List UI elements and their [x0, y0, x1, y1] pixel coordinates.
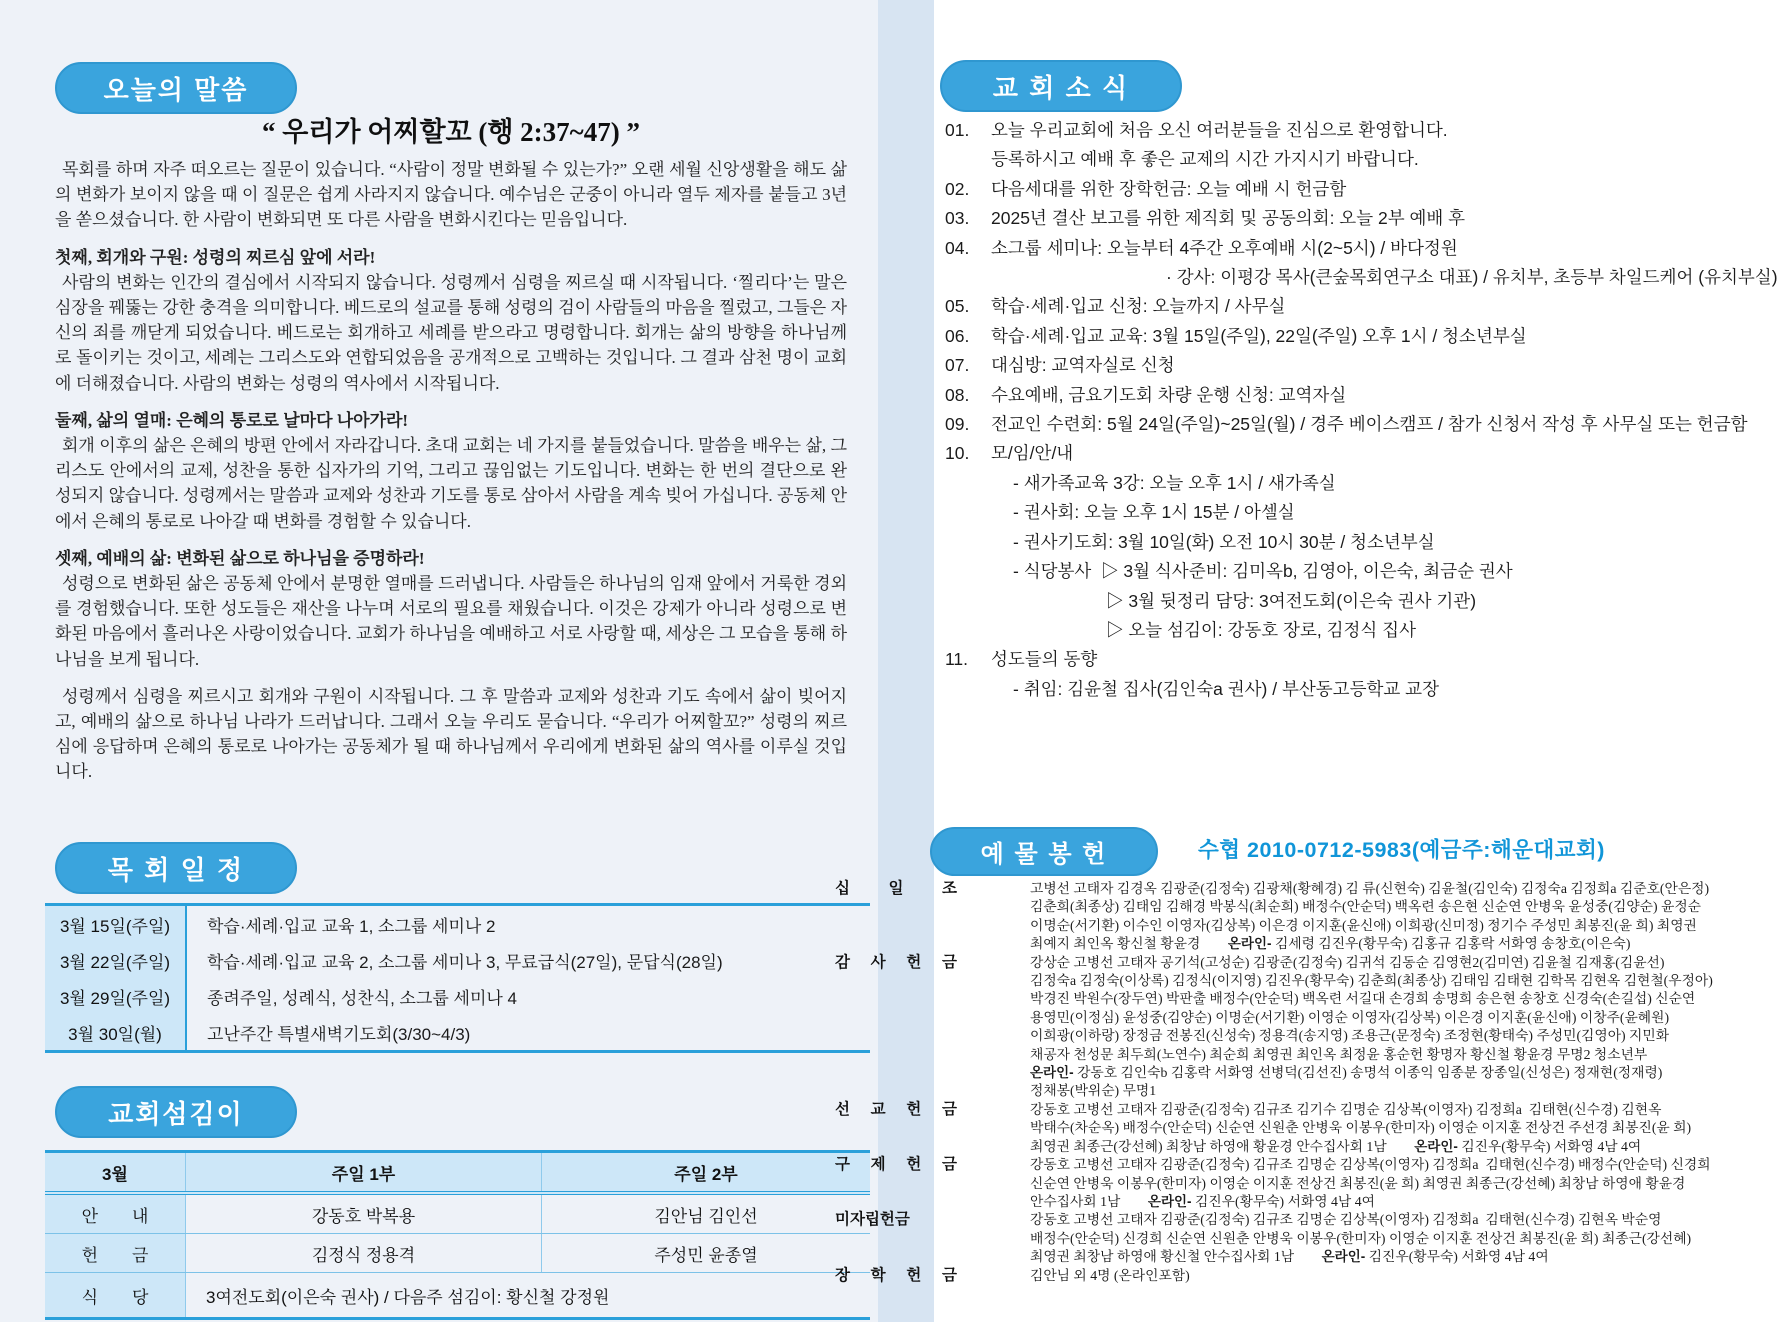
- news-item-lines: [991, 292, 1757, 321]
- news-item-number: 09.: [945, 414, 970, 435]
- offering-lists: [835, 880, 1777, 1285]
- offering-name-lines: [1030, 880, 1777, 954]
- table-row: [45, 1273, 870, 1317]
- row-label: 헌 금: [45, 1234, 186, 1272]
- news-item-number: 02.: [945, 178, 970, 199]
- offering-names-line: 최영권 최창남 하영애 황신철 안수집사회 1남 온라인- 김진우(황무숙) 서화영 4남 4여: [1030, 1249, 1549, 1265]
- news-line: 소그룹 세미나: 오늘부터 4주간 오후예배 시(2~5시) / 바다정원: [991, 237, 1458, 258]
- news-line: - 권사회: 오늘 오후 1시 15분 / 아셀실: [1013, 502, 1295, 523]
- news-line: 학습·세례·입교 신청: 오늘까지 / 사무실: [991, 296, 1286, 317]
- offering-category-label: 미자립헌금: [835, 1211, 910, 1229]
- news-line: 다음세대를 위한 장학헌금: 오늘 예배 시 헌금함: [991, 178, 1347, 199]
- offering-names-line: 강상순 고병선 고태자 공기석(고성순) 김광준(김정숙) 김귀석 김동순 김영현2(김미연) 김윤철 김재홍(김윤선): [1030, 954, 1665, 970]
- offering-names-line: 박경진 박원수(장두연) 박판출 배정수(안순덕) 백옥련 서길대 손경희 송명희 송은현 송창호 신경숙(손길섭) 신순연: [1030, 991, 1696, 1007]
- offering-names-line: 최영권 최종근(강선혜) 최창남 하영애 황윤경 안수집사회 1남 온라인- 김진우(황무숙) 서화영 4남 4여: [1030, 1138, 1642, 1154]
- news-item-lines: [991, 175, 1757, 204]
- church-news-list: [945, 116, 1778, 704]
- news-line: 2025년 결산 보고를 위한 제직회 및 공동의회: 오늘 2부 예배 후: [991, 208, 1466, 229]
- offering-names-line: 박태수(차순옥) 배정수(안순덕) 신순연 신원춘 안병욱 이봉우(한미자) 이영순 이지훈 전상건 주선경 최봉진(윤 희): [1030, 1120, 1692, 1136]
- offering-names-line: 김춘희(최종상) 김태임 김해경 박봉식(최순희) 배정수(안순덕) 백옥련 송은현 신순연 안병욱 윤성중(김양순) 윤정순: [1030, 899, 1701, 915]
- row-label: 안 내: [45, 1195, 186, 1233]
- offering-names-line: 최예지 최인옥 황신철 황윤경 온라인- 김세령 김진우(황무숙) 김홍규 김홍락 서화영 송창호(이은숙): [1030, 936, 1631, 952]
- news-line: · 강사: 이평강 목사(큰숲목회연구소 대표) / 유치부, 초등부 차일드케어 (유치부실): [1166, 267, 1778, 288]
- offering-names-line: 강동호 고병선 고태자 김광준(김정숙) 김규조 김명순 김상복(이영자) 김정희a 김태현(신수경) 김현옥 박순영: [1030, 1212, 1662, 1228]
- news-line: 등록하시고 예배 후 좋은 교제의 시간 가지시기 바랍니다.: [991, 149, 1419, 170]
- offering-names-line: 이희광(이하랑) 장정금 전봉진(신성숙) 정용격(송지영) 조용근(문정숙) 조정현(황태숙) 주성민(김영아) 지민화: [1030, 1028, 1670, 1044]
- offering-category-label: 장 학 헌 금: [835, 1266, 957, 1284]
- offering-names-line: 신순연 안병욱 이봉우(한미자) 이영순 이지훈 전상건 최봉진(윤 희) 최영권 최종근(강선혜) 최창남 하영애 황윤경: [1030, 1175, 1686, 1191]
- offering-group: [835, 1156, 1777, 1211]
- offering-group: [835, 954, 1777, 1101]
- news-line: 성도들의 동향: [991, 649, 1098, 670]
- sermon-paragraph: [55, 684, 847, 785]
- schedule-desc-cell: 고난주간 특별새벽기도회(3/30~4/3): [207, 1024, 471, 1044]
- sermon-paragraph: [55, 245, 847, 396]
- dining-duty-text: 3여전도회(이은숙 권사) / 다음주 섬김이: 황신철 강정원: [206, 1287, 610, 1307]
- offering-category-label: 감 사 헌 금: [835, 953, 957, 971]
- section-title-church-servants: 교회섬김이: [55, 1086, 297, 1138]
- offering-group: [835, 1101, 1777, 1156]
- sermon-point-heading: 첫째, 회개와 구원: 성령의 찌르심 앞에 서라!: [55, 247, 376, 267]
- news-line: - 권사기도회: 3월 10일(화) 오전 10시 30분 / 청소년부실: [1013, 531, 1435, 552]
- news-line: ▷ 오늘 섬김이: 강동호 장로, 김정식 집사: [1106, 619, 1416, 640]
- news-item-lines: [991, 381, 1757, 410]
- news-line: 수요예배, 금요기도회 차량 운행 신청: 교역자실: [991, 384, 1347, 405]
- news-line: - 새가족교육 3강: 오늘 오후 1시 / 새가족실: [1013, 472, 1336, 493]
- news-item: [945, 175, 1757, 204]
- news-item-number: 04.: [945, 237, 970, 258]
- header-service-2: 주일 2부: [674, 1164, 738, 1184]
- offering-group: [835, 880, 1777, 954]
- servants-names: 강동호 박복용: [186, 1195, 542, 1233]
- offering-category-label: 십 일 조: [835, 880, 957, 897]
- servants-names: 주성민 윤종열: [654, 1245, 758, 1265]
- table-row: [45, 1195, 870, 1234]
- news-item-lines: [991, 234, 1778, 293]
- offering-names-line: 이명순(서기환) 이수인 이영자(김상복) 이은경 이지훈(윤신애) 이희광(신미정) 정기수 주성민 최봉진(윤 희) 최영권: [1030, 917, 1697, 933]
- schedule-date-cell: 3월 22일(주일): [45, 942, 187, 978]
- schedule-date-cell: 3월 15일(주일): [45, 906, 187, 942]
- offering-names-line: 강동호 고병선 고태자 김광준(김정숙) 김규조 김기수 김명순 김상복(이영자) 김정희a 김태현(신수경) 김현옥: [1030, 1101, 1662, 1117]
- table-header-row: [45, 1153, 870, 1195]
- offering-names-line: 김안님 외 4명 (온라인포함): [1030, 1267, 1190, 1283]
- schedule-desc-cell: 학습·세례·입교 교육 1, 소그룹 세미나 2: [207, 916, 496, 936]
- offering-names-line: 용영민(이정심) 윤성중(김양순) 이명순(서기환) 이영순 이영자(김상복) 이은경 이지훈(윤신애) 이창주(윤혜원): [1030, 1009, 1670, 1025]
- table-row: [45, 942, 870, 978]
- table-row: [45, 978, 870, 1014]
- news-item-lines: [991, 410, 1757, 439]
- sermon-point-heading: 셋째, 예배의 삶: 변화된 삶으로 하나님을 증명하라!: [55, 548, 425, 568]
- news-line: 학습·세례·입교 교육: 3월 15일(주일), 22일(주일) 오후 1시 / 청소년부실: [991, 325, 1527, 346]
- news-item-number: 11.: [945, 649, 969, 670]
- table-row: [45, 1234, 870, 1273]
- servants-names: 김안님 김인선: [654, 1206, 758, 1226]
- news-item: [945, 410, 1757, 439]
- sermon-title: “ 우리가 어찌할꼬 (행 2:37~47) ”: [262, 117, 640, 147]
- news-item-lines: [991, 351, 1757, 380]
- news-item-number: 06.: [945, 325, 970, 346]
- news-line: ▷ 3월 뒷정리 담당: 3여전도회(이은숙 권사 기관): [1106, 590, 1477, 611]
- sermon-point-heading: 둘째, 삶의 열매: 은혜의 통로로 날마다 나아가라!: [55, 410, 409, 430]
- sermon-body: [55, 157, 847, 797]
- sermon-paragraph: [55, 546, 847, 672]
- news-item-lines: [991, 645, 1757, 704]
- news-item-number: 01.: [945, 120, 970, 140]
- news-item-lines: [991, 439, 1757, 645]
- news-item: [945, 292, 1757, 321]
- news-item-number: 10.: [945, 443, 970, 464]
- offering-names-line: 김정숙a 김정숙(이상록) 김정식(이지영) 김진우(황무숙) 김춘희(최종상) 김태임 김태현 김학목 김현옥 김현철(우정아): [1030, 973, 1713, 989]
- offering-names-line: 정채봉(박위순) 무명1: [1030, 1083, 1157, 1099]
- sermon-paragraph: [55, 157, 847, 233]
- news-item-number: 07.: [945, 355, 970, 376]
- church-servants-table: [45, 1150, 870, 1320]
- sermon-paragraph-text: 사람의 변화는 인간의 결심에서 시작되지 않습니다. 성령께서 심령을 찌르실 때 시작됩니다. ‘찔리다’는 말은 심장을 꿰뚫는 강한 충격을 의미합니다. 베드로의 설교를 통해 성령의 검이 사람들의 마음을 찔렀고, 그들은 자신의 죄를 깨닫게 되었습니다. 베드로는 회개하고 세례를 받으라고 명령합니다. 회개는 삶의 방향을 하나님께로 돌이키는 것이고, 세례는 그리스도와 연합되었음을 공개적으로 고백하는 것입니다. 그 결과 삼천 명이 교회에 더해졌습니다. 사람의 변화는 성령의 역사에서 시작됩니다.: [55, 272, 847, 393]
- news-item: [945, 645, 1757, 704]
- section-title-offering: 예 물 봉 헌: [930, 827, 1158, 876]
- sermon-paragraph-text: 성령께서 심령을 찌르시고 회개와 구원이 시작됩니다. 그 후 말씀과 교제와 성찬과 기도 속에서 삶이 빚어지고, 예배의 삶으로 하나님 나라가 드러납니다. 그래서 오늘 우리도 묻습니다. “우리가 어찌할꼬?” 성령의 찌르심에 응답하며 은혜의 통로로 나아가는 공동체가 될 때 하나님께서 우리에게 변화된 삶의 역사를 이루실 것입니다.: [55, 686, 847, 782]
- news-line: - 취임: 김윤철 집사(김인숙a 권사) / 부산동고등학교 교장: [1013, 678, 1439, 699]
- offering-name-lines: [1030, 1156, 1777, 1211]
- offering-category-label: 선 교 헌 금: [835, 1100, 957, 1118]
- news-item: [945, 234, 1778, 293]
- offering-name-lines: [1030, 954, 1777, 1101]
- row-label: 식 당: [45, 1273, 186, 1317]
- news-item-lines: [991, 322, 1757, 351]
- ministry-schedule-table: [45, 903, 870, 1053]
- offering-names-line: 배정수(안순덕) 신경희 신순연 신원춘 안병욱 이봉우(한미자) 이영순 이지훈 전상건 최봉진(윤 희) 최종근(강선혜): [1030, 1230, 1692, 1246]
- news-item-number: 03.: [945, 208, 970, 229]
- header-service-1: 주일 1부: [186, 1153, 542, 1191]
- news-line: 대심방: 교역자실로 신청: [991, 355, 1175, 376]
- schedule-date-cell: 3월 30일(월): [45, 1014, 187, 1050]
- table-row: [45, 906, 870, 942]
- news-item: [945, 351, 1757, 380]
- news-item: [945, 381, 1757, 410]
- table-row: [45, 1014, 870, 1050]
- offering-group: [835, 1267, 1777, 1285]
- offering-name-lines: [1030, 1211, 1777, 1266]
- offering-names-line: 온라인- 강동호 김인숙b 김홍락 서화영 선병덕(김선진) 송명석 이종익 임종분 장종일(신성은) 정재현(정재령): [1030, 1065, 1663, 1081]
- sermon-paragraph: [55, 408, 847, 534]
- news-line: - 식당봉사 ▷ 3월 식사준비: 김미옥b, 김영아, 이은숙, 최금순 권사: [1013, 561, 1513, 582]
- news-item: [945, 116, 1757, 175]
- offering-names-line: 채공자 천성문 최두희(노연수) 최순희 최영권 최인옥 최정윤 홍순헌 황명자 황신철 황윤경 무명2 청소년부: [1030, 1046, 1648, 1062]
- news-line: 전교인 수련회: 5월 24일(주일)~25일(월) / 경주 베이스캠프 / 참가 신청서 작성 후 사무실 또는 헌금함: [991, 414, 1748, 435]
- news-item: [945, 204, 1757, 233]
- news-line: 모/임/안/내: [991, 443, 1074, 464]
- schedule-date-cell: 3월 29일(주일): [45, 978, 187, 1014]
- news-item-lines: [991, 116, 1757, 175]
- section-title-ministry-schedule: 목 회 일 정: [55, 842, 297, 894]
- news-item: [945, 439, 1757, 645]
- offering-name-lines: [1030, 1267, 1777, 1285]
- sermon-paragraph-text: 회개 이후의 삶은 은혜의 방편 안에서 자라갑니다. 초대 교회는 네 가지를 붙들었습니다. 말씀을 배우는 삶, 그리스도 안에서의 교제, 성찬을 통한 십자가의 기억, 그리고 끊임없는 기도입니다. 변화는 한 번의 결단으로 완성되지 않습니다. 성령께서는 말씀과 교제와 성찬과 기도를 통로 삼아서 사람을 계속 빚어 가십니다. 공동체 안에서 은혜의 통로로 나아갈 때 변화를 경험할 수 있습니다.: [55, 436, 847, 531]
- offering-account-number: 수협 2010-0712-5983(예금주:해운대교회): [1198, 838, 1605, 862]
- offering-name-lines: [1030, 1101, 1777, 1156]
- news-line: 오늘 우리교회에 처음 오신 여러분들을 진심으로 환영합니다.: [991, 120, 1448, 140]
- offering-category-label: 구 제 헌 금: [835, 1156, 957, 1174]
- news-item-number: 08.: [945, 384, 970, 405]
- sermon-paragraph-text: 목회를 하며 자주 떠오르는 질문이 있습니다. “사람이 정말 변화될 수 있는가?” 오랜 세월 신앙생활을 해도 삶의 변화가 보이지 않을 때 이 질문은 쉽게 사라지지 않습니다. 예수님은 군중이 아니라 열두 제자를 붙들고 3년을 쏟으셨습니다. 한 사람이 변화되면 또 다른 사람을 변화시킨다는 믿음입니다.: [55, 160, 847, 230]
- servants-names: 김정식 정용격: [186, 1234, 542, 1272]
- schedule-desc-cell: 학습·세례·입교 교육 2, 소그룹 세미나 3, 무료급식(27일), 문답식(28일): [207, 952, 723, 972]
- news-item-number: 05.: [945, 296, 970, 317]
- offering-names-line: 고병선 고태자 김경옥 김광준(김정숙) 김광채(황혜경) 김 류(신현숙) 김윤철(김인숙) 김정숙a 김정희a 김준호(안은정): [1030, 881, 1710, 896]
- news-item-lines: [991, 204, 1757, 233]
- section-title-church-news: 교 회 소 식: [940, 60, 1182, 112]
- sermon-paragraph-text: 성령으로 변화된 삶은 공동체 안에서 분명한 열매를 드러냅니다. 사람들은 하나님의 임재 앞에서 거룩한 경외를 경험했습니다. 또한 성도들은 재산을 나누며 서로의 필요를 채웠습니다. 이것은 강제가 아니라 성령으로 변화된 마음에서 흘러나온 사랑이었습니다. 교회가 하나님을 예배하고 서로 사랑할 때, 세상은 그 모습을 통해 하나님을 보게 됩니다.: [55, 574, 847, 669]
- offering-names-line: 강동호 고병선 고태자 김광준(김정숙) 김규조 김명순 김상복(이영자) 김정희a 김태현(신수경) 배정수(안순덕) 신경희: [1030, 1157, 1711, 1173]
- news-item: [945, 322, 1757, 351]
- header-month: 3월: [45, 1153, 186, 1191]
- section-title-todays-word: 오늘의 말씀: [55, 62, 297, 114]
- schedule-desc-cell: 종려주일, 성례식, 성찬식, 소그룹 세미나 4: [207, 988, 517, 1008]
- offering-group: [835, 1211, 1777, 1266]
- offering-names-line: 안수집사회 1남 온라인- 김진우(황무숙) 서화영 4남 4여: [1030, 1193, 1375, 1209]
